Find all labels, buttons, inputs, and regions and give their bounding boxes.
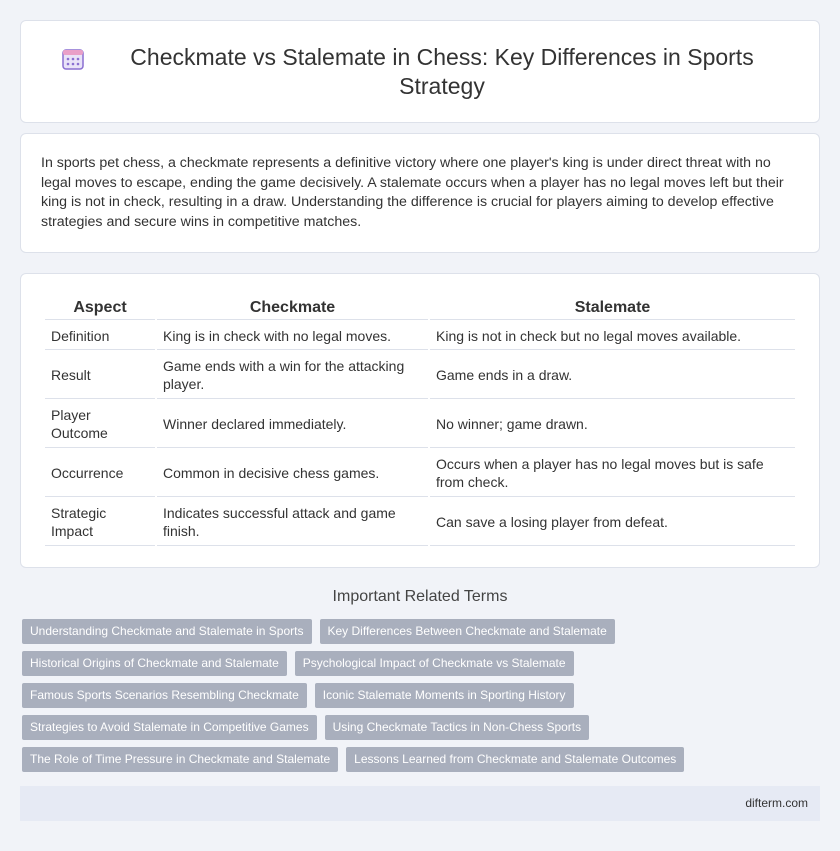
cell-checkmate: Winner declared immediately. <box>157 401 428 448</box>
cell-checkmate: Game ends with a win for the attacking player. <box>157 352 428 399</box>
cell-stalemate: No winner; game drawn. <box>430 401 795 448</box>
related-terms-heading: Important Related Terms <box>332 588 508 605</box>
comparison-table <box>43 294 797 548</box>
table-row <box>45 450 795 497</box>
related-term-tag[interactable]: Historical Origins of Checkmate and Stalemate <box>22 651 287 676</box>
related-term-tag[interactable]: Psychological Impact of Checkmate vs Stalemate <box>295 651 574 676</box>
related-term-tag[interactable]: Lessons Learned from Checkmate and Stalemate Outcomes <box>346 747 684 772</box>
related-term-tag[interactable]: Using Checkmate Tactics in Non-Chess Sports <box>325 715 590 740</box>
footer <box>20 786 820 821</box>
table-row <box>45 322 795 350</box>
table-row <box>45 352 795 399</box>
header-inner <box>61 43 779 101</box>
table-header-row <box>45 296 795 320</box>
cell-aspect: Strategic Impact <box>45 499 155 546</box>
related-term-tag[interactable]: Key Differences Between Checkmate and Stalemate <box>320 619 615 644</box>
header-checkmate: Checkmate <box>157 296 428 320</box>
header-aspect: Aspect <box>45 296 155 320</box>
cell-stalemate: Game ends in a draw. <box>430 352 795 399</box>
intro-paragraph: In sports pet chess, a checkmate represents a definitive victory where one player's king is under direct threat with no legal moves to escape, ending the game decisively. A stalemate occurs when a player has no legal moves left but their king is not in check, resulting in a draw. Understanding the difference is crucial for players aiming to develop effective strategies and secure wins in competitive matches. <box>41 155 784 230</box>
comparison-table-card <box>20 273 820 568</box>
cell-checkmate: Common in decisive chess games. <box>157 450 428 497</box>
table-row <box>45 499 795 546</box>
cell-checkmate: King is in check with no legal moves. <box>157 322 428 350</box>
related-term-tag[interactable]: Strategies to Avoid Stalemate in Competitive Games <box>22 715 317 740</box>
cell-aspect: Player Outcome <box>45 401 155 448</box>
related-term-tag[interactable]: Iconic Stalemate Moments in Sporting History <box>315 683 574 708</box>
cell-stalemate: Can save a losing player from defeat. <box>430 499 795 546</box>
header-card <box>20 20 820 123</box>
footer-site-name[interactable]: difterm.com <box>745 796 808 810</box>
page-title: Checkmate vs Stalemate in Chess: Key Differences in Sports Strategy <box>130 43 754 99</box>
header-stalemate: Stalemate <box>430 296 795 320</box>
calendar-icon <box>61 47 85 71</box>
related-term-tag[interactable]: The Role of Time Pressure in Checkmate and Stalemate <box>22 747 338 772</box>
cell-stalemate: King is not in check but no legal moves available. <box>430 322 795 350</box>
related-terms-list <box>22 619 812 779</box>
related-term-tag[interactable]: Understanding Checkmate and Stalemate in Sports <box>22 619 312 644</box>
cell-aspect: Result <box>45 352 155 399</box>
cell-aspect: Definition <box>45 322 155 350</box>
cell-stalemate: Occurs when a player has no legal moves but is safe from check. <box>430 450 795 497</box>
intro-card <box>20 133 820 253</box>
related-term-tag[interactable]: Famous Sports Scenarios Resembling Checkmate <box>22 683 307 708</box>
cell-aspect: Occurrence <box>45 450 155 497</box>
cell-checkmate: Indicates successful attack and game finish. <box>157 499 428 546</box>
table-row <box>45 401 795 448</box>
